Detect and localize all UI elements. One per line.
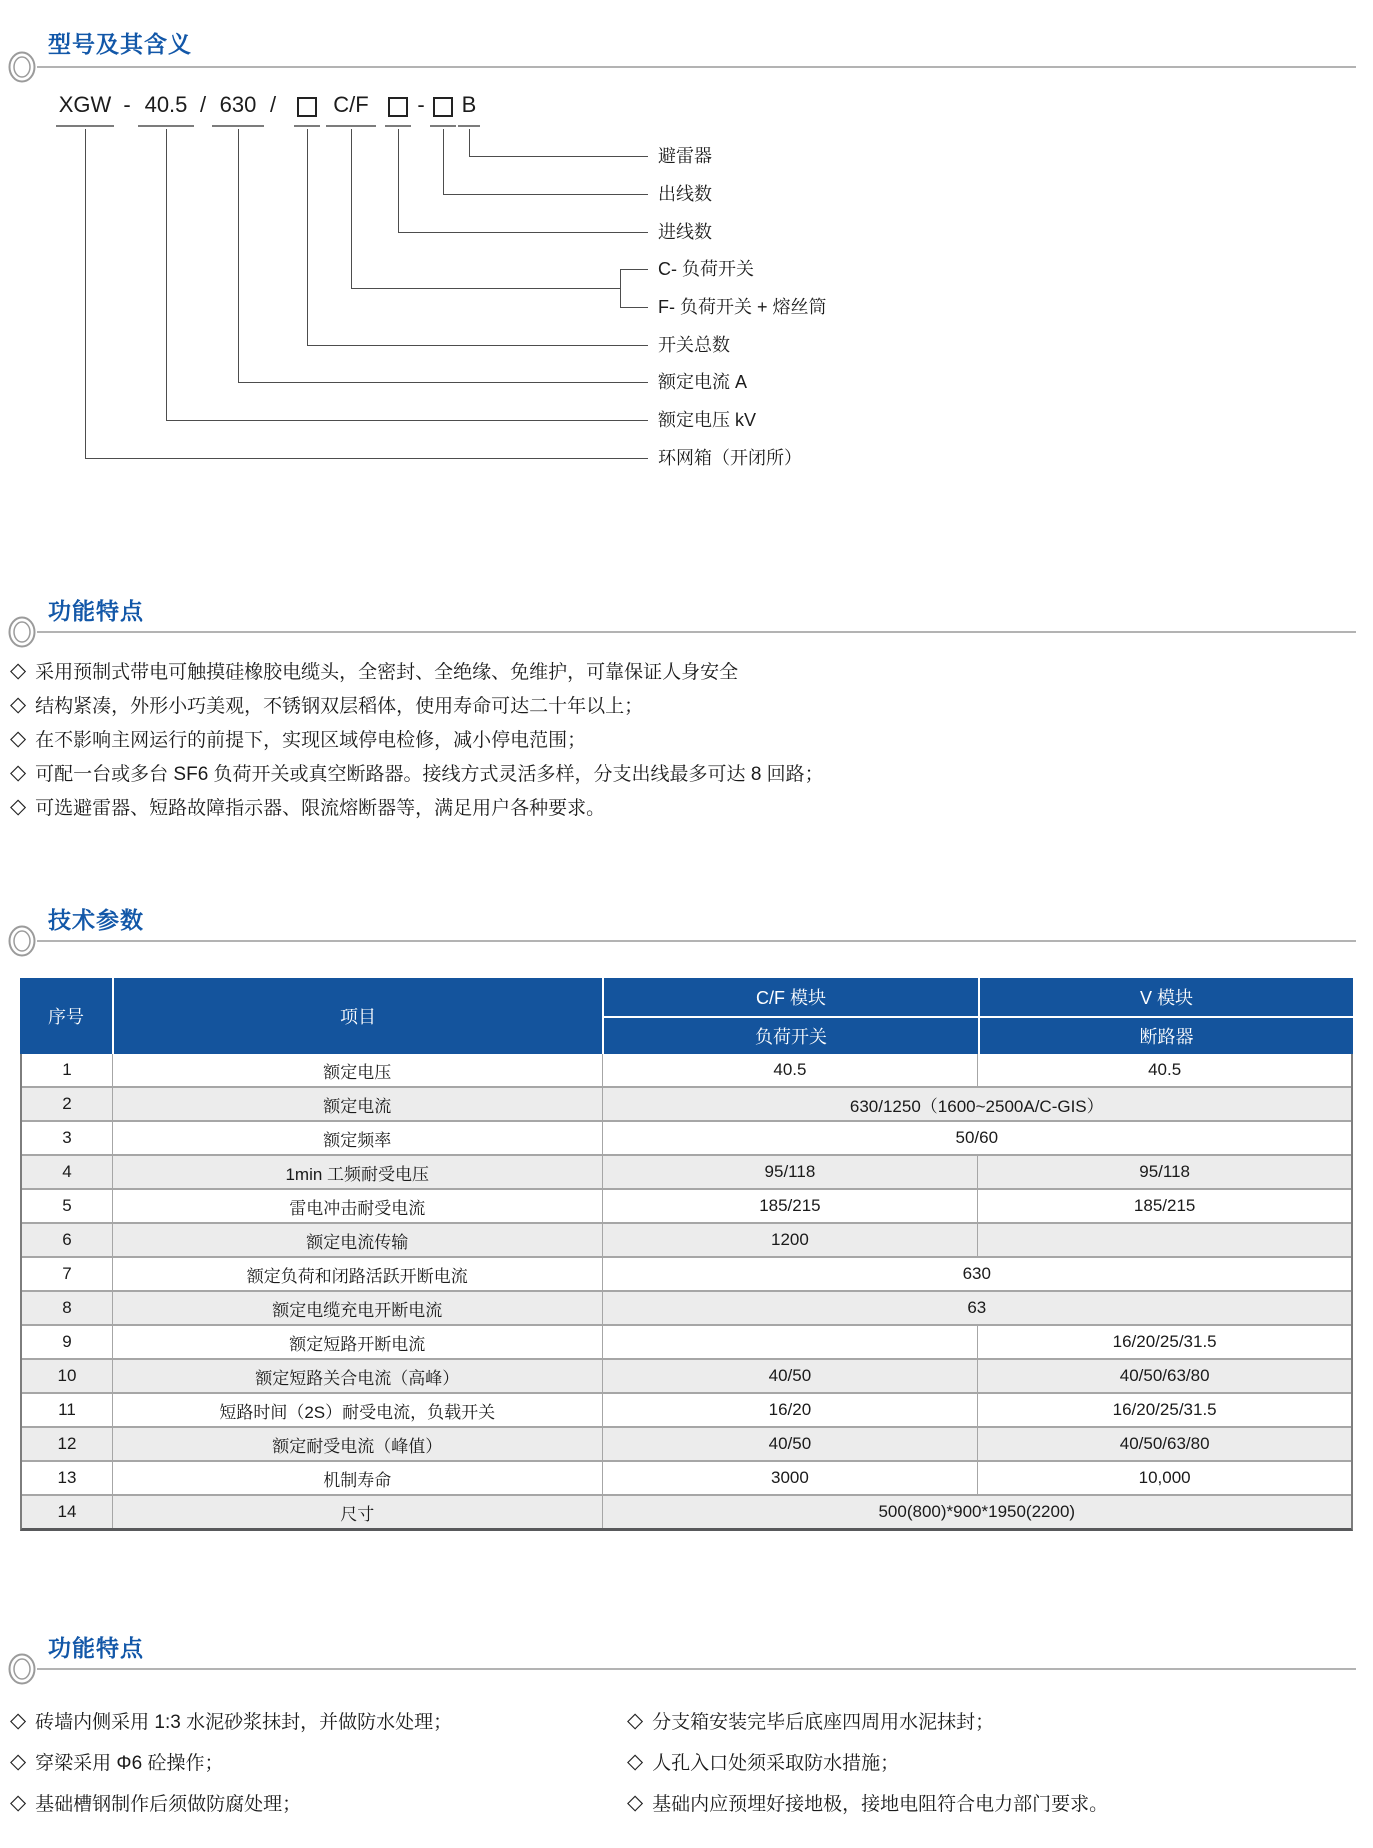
cell-no: 9 xyxy=(62,1332,72,1351)
section-rule xyxy=(37,940,1356,942)
feature-item xyxy=(10,721,824,755)
model-part-box-switch-count xyxy=(294,92,320,127)
cell-item: 额定电流 xyxy=(112,1088,602,1120)
connector-line xyxy=(166,420,648,421)
feature-text: 基础内应预埋好接地极，接地电阻符合电力部门要求。 xyxy=(652,1794,1109,1815)
table-row xyxy=(22,1054,1351,1086)
diagram-label-incoming: 进线数 xyxy=(658,222,712,242)
parameters-table xyxy=(20,978,1353,1531)
features-list-2-right xyxy=(627,1700,1108,1823)
feature-item xyxy=(627,1741,1108,1782)
feature-text: 人孔入口处须采取防水措施； xyxy=(652,1753,900,1774)
cell-no: 12 xyxy=(57,1434,77,1453)
model-part-current: 630 xyxy=(212,92,264,127)
diamond-bullet-icon: ◇ xyxy=(10,1709,27,1732)
placeholder-box-icon xyxy=(297,97,317,117)
cell-merged: 630/1250（1600~2500A/C-GIS） xyxy=(602,1088,1351,1120)
diamond-bullet-icon: ◇ xyxy=(10,692,27,716)
cell-item: 额定短路开断电流 xyxy=(112,1326,602,1358)
table-row xyxy=(22,1324,1351,1358)
cell-item: 额定耐受电流（峰值） xyxy=(112,1428,602,1460)
table-row xyxy=(22,1120,1351,1154)
header-v-module: V 模块 xyxy=(1139,988,1193,1008)
cell-cf: 16/20 xyxy=(602,1394,978,1426)
section-ornament-icon xyxy=(7,615,37,649)
cell-item: 1min 工频耐受电压 xyxy=(112,1156,602,1188)
placeholder-box-icon xyxy=(433,97,453,117)
cell-item: 机制寿命 xyxy=(112,1462,602,1494)
feature-text: 在不影响主网运行的前提下，实现区域停电检修，减小停电范围； xyxy=(35,729,587,751)
cell-item: 雷电冲击耐受电流 xyxy=(112,1190,602,1222)
feature-item xyxy=(627,1782,1108,1823)
model-part-box-incoming xyxy=(385,92,411,127)
cell-v: 40.5 xyxy=(977,1054,1351,1086)
cell-no: 7 xyxy=(62,1264,72,1283)
cell-cf: 95/118 xyxy=(602,1156,978,1188)
section-title-features-2: 功能特点 xyxy=(48,1635,144,1661)
table-body xyxy=(20,1054,1353,1531)
section-rule xyxy=(37,631,1356,633)
connector-line xyxy=(85,129,86,458)
cell-item: 尺寸 xyxy=(112,1496,602,1528)
table-row xyxy=(22,1222,1351,1256)
table-row xyxy=(22,1426,1351,1460)
cell-merged: 500(800)*900*1950(2200) xyxy=(602,1496,1351,1528)
cell-cf: 40/50 xyxy=(602,1360,978,1392)
table-row xyxy=(22,1086,1351,1120)
diamond-bullet-icon: ◇ xyxy=(10,658,27,682)
section-title-params: 技术参数 xyxy=(48,907,144,933)
feature-text: 可选避雷器、短路故障指示器、限流熔断器等，满足用户各种要求。 xyxy=(35,797,606,819)
connector-line xyxy=(620,307,648,308)
cell-v: 10,000 xyxy=(977,1462,1351,1494)
diamond-bullet-icon: ◇ xyxy=(627,1750,644,1773)
cell-item: 额定电流传输 xyxy=(112,1224,602,1256)
placeholder-box-icon xyxy=(388,97,408,117)
cell-no: 11 xyxy=(58,1400,76,1419)
cell-no: 8 xyxy=(62,1298,72,1317)
diamond-bullet-icon: ◇ xyxy=(10,760,27,784)
section-rule xyxy=(37,1668,1356,1670)
diamond-bullet-icon: ◇ xyxy=(627,1709,644,1732)
feature-text: 分支箱安装完毕后底座四周用水泥抹封； xyxy=(652,1712,995,1733)
cell-no: 4 xyxy=(62,1162,72,1181)
cell-v xyxy=(977,1224,1351,1256)
cell-merged: 630 xyxy=(602,1258,1351,1290)
section-title-model: 型号及其含义 xyxy=(48,31,192,57)
connector-line xyxy=(469,156,648,157)
header-col-item: 项目 xyxy=(112,978,602,1054)
section-ornament-icon xyxy=(7,1652,37,1686)
model-part-voltage: 40.5 xyxy=(138,92,194,127)
cell-cf xyxy=(602,1326,978,1358)
diamond-bullet-icon: ◇ xyxy=(10,794,27,818)
cell-no: 3 xyxy=(62,1128,72,1147)
cell-item: 额定电缆充电开断电流 xyxy=(112,1292,602,1324)
connector-line xyxy=(238,382,648,383)
connector-line xyxy=(238,129,239,382)
diamond-bullet-icon: ◇ xyxy=(10,726,27,750)
model-separator: / xyxy=(269,92,277,117)
cell-no: 10 xyxy=(57,1366,77,1385)
feature-item xyxy=(10,1741,452,1782)
cell-v: 40/50/63/80 xyxy=(977,1428,1351,1460)
model-part-box-outgoing xyxy=(430,92,456,127)
cell-v: 16/20/25/31.5 xyxy=(977,1326,1351,1358)
diagram-label-rated-current: 额定电流 A xyxy=(658,372,748,392)
table-header xyxy=(20,978,1353,1054)
header-v-sub: 断路器 xyxy=(980,1016,1353,1054)
cell-cf: 3000 xyxy=(602,1462,978,1494)
header-cf-sub: 负荷开关 xyxy=(604,1016,978,1054)
cell-item: 短路时间（2S）耐受电流，负载开关 xyxy=(112,1394,602,1426)
feature-text: 采用预制式带电可触摸硅橡胶电缆头，全密封、全绝缘、免维护，可靠保证人身安全 xyxy=(35,661,739,683)
diagram-label-rated-voltage: 额定电压 kV xyxy=(658,410,757,430)
table-row xyxy=(22,1290,1351,1324)
model-separator: - xyxy=(417,92,425,117)
cell-no: 14 xyxy=(57,1502,77,1521)
cell-v: 16/20/25/31.5 xyxy=(977,1394,1351,1426)
table-row xyxy=(22,1358,1351,1392)
section-rule xyxy=(37,66,1356,68)
connector-line xyxy=(85,458,648,459)
model-part-series: XGW xyxy=(56,92,114,127)
feature-item xyxy=(627,1700,1108,1741)
header-col-no: 序号 xyxy=(48,1007,84,1027)
connector-line xyxy=(166,129,167,420)
cell-no: 13 xyxy=(57,1468,77,1487)
diamond-bullet-icon: ◇ xyxy=(10,1791,27,1814)
cell-no: 2 xyxy=(62,1094,72,1113)
cell-no: 5 xyxy=(62,1196,72,1215)
diagram-label-switch-total: 开关总数 xyxy=(658,335,730,355)
model-separator: / xyxy=(199,92,207,117)
features-list-2-left xyxy=(10,1700,452,1823)
feature-item xyxy=(10,687,824,721)
table-row xyxy=(22,1256,1351,1290)
cell-no: 6 xyxy=(62,1230,72,1249)
diamond-bullet-icon: ◇ xyxy=(627,1791,644,1814)
cell-merged: 63 xyxy=(602,1292,1351,1324)
connector-line xyxy=(398,129,399,232)
feature-item xyxy=(10,755,824,789)
table-row xyxy=(22,1392,1351,1426)
connector-line xyxy=(307,345,648,346)
cell-v: 95/118 xyxy=(977,1156,1351,1188)
connector-line xyxy=(469,129,470,156)
feature-text: 穿梁采用 Φ6 砼操作； xyxy=(35,1753,224,1774)
connector-line xyxy=(307,129,308,345)
cell-item: 额定电压 xyxy=(112,1054,602,1086)
model-part-arrester: B xyxy=(458,92,480,127)
table-row xyxy=(22,1154,1351,1188)
diagram-label-c-switch: C- 负荷开关 xyxy=(658,259,754,279)
header-cf-module: C/F 模块 xyxy=(756,988,826,1008)
cell-cf: 40/50 xyxy=(602,1428,978,1460)
connector-line xyxy=(443,129,444,194)
connector-line xyxy=(351,129,352,288)
connector-line xyxy=(398,232,648,233)
section-ornament-icon xyxy=(7,50,37,84)
diagram-label-arrester: 避雷器 xyxy=(658,146,712,166)
section-title-features-1: 功能特点 xyxy=(48,598,144,624)
cell-cf: 40.5 xyxy=(602,1054,978,1086)
cell-no: 1 xyxy=(62,1060,72,1079)
table-row xyxy=(22,1188,1351,1222)
connector-line xyxy=(620,269,648,270)
model-separator: - xyxy=(123,92,131,117)
connector-line xyxy=(351,288,620,289)
cell-item: 额定频率 xyxy=(112,1122,602,1154)
section-ornament-icon xyxy=(7,924,37,958)
diagram-label-f-switch: F- 负荷开关 + 熔丝筒 xyxy=(658,297,827,317)
cell-merged: 50/60 xyxy=(602,1122,1351,1154)
features-list-1 xyxy=(10,653,824,823)
cell-cf: 185/215 xyxy=(602,1190,978,1222)
feature-item xyxy=(10,789,824,823)
connector-line xyxy=(620,269,621,308)
diamond-bullet-icon: ◇ xyxy=(10,1750,27,1773)
diagram-label-outgoing: 出线数 xyxy=(658,184,712,204)
cell-item: 额定负荷和闭路活跃开断电流 xyxy=(112,1258,602,1290)
table-row xyxy=(22,1460,1351,1494)
feature-item xyxy=(10,1700,452,1741)
feature-item xyxy=(10,1782,452,1823)
feature-text: 基础槽钢制作后须做防腐处理； xyxy=(35,1794,302,1815)
header-group-v xyxy=(978,978,1353,1054)
diagram-label-ring-box: 环网箱（开闭所） xyxy=(658,448,802,468)
feature-text: 结构紧凑，外形小巧美观，不锈钢双层稻体，使用寿命可达二十年以上； xyxy=(35,695,644,717)
cell-cf: 1200 xyxy=(602,1224,978,1256)
model-part-cf: C/F xyxy=(326,92,376,127)
header-group-cf xyxy=(602,978,978,1054)
feature-text: 可配一台或多台 SF6 负荷开关或真空断路器。接线方式灵活多样，分支出线最多可达 8 回路； xyxy=(35,763,824,785)
cell-v: 40/50/63/80 xyxy=(977,1360,1351,1392)
feature-text: 砖墙内侧采用 1:3 水泥砂浆抹封，并做防水处理； xyxy=(35,1712,453,1733)
connector-line xyxy=(443,194,648,195)
cell-item: 额定短路关合电流（高峰） xyxy=(112,1360,602,1392)
table-row xyxy=(22,1494,1351,1528)
feature-item xyxy=(10,653,824,687)
cell-v: 185/215 xyxy=(977,1190,1351,1222)
